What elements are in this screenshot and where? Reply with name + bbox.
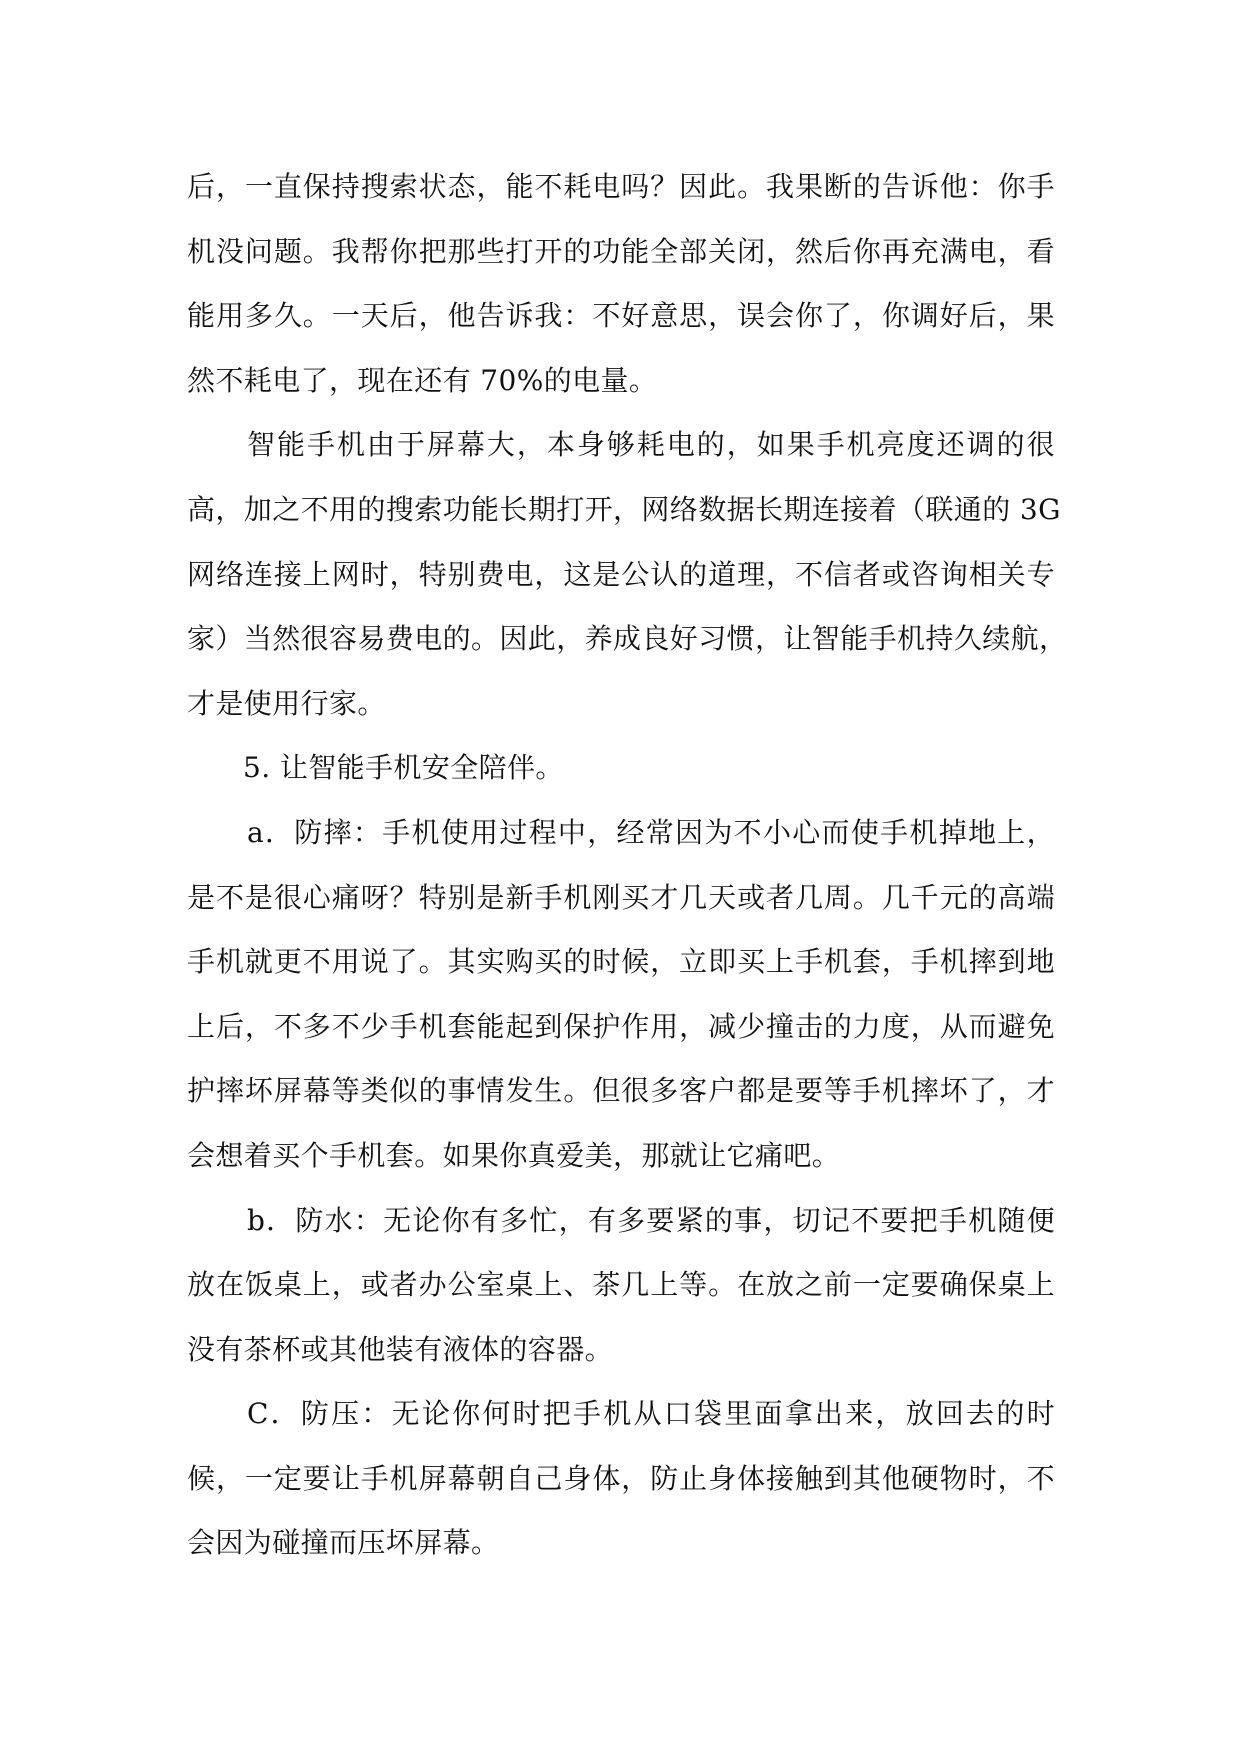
text-line: 放在饭桌上，或者办公室桌上、茶几上等。在放之前一定要确保桌上: [187, 1268, 1055, 1302]
text-line: 上后，不多不少手机套能起到保护作用，减少撞击的力度，从而避免: [187, 1009, 1055, 1043]
text-line: 高，加之不用的搜索功能长期打开，网络数据长期连接着（联通的 3G: [187, 492, 1061, 526]
section-heading-safety: [187, 736, 1055, 801]
text-line: 才是使用行家。: [187, 686, 386, 720]
text-line: 候，一定要让手机屏幕朝自己身体，防止身体接触到其他硬物时，不: [187, 1461, 1055, 1495]
text-line: 然不耗电了，现在还有 70%的电量。: [187, 363, 658, 397]
text-line: 后，一直保持搜索状态，能不耗电吗？因此。我果断的告诉他：你手: [187, 170, 1055, 203]
paragraph-water-protection: [187, 1189, 1055, 1383]
text-line: b．防水：无论你有多忙，有多要紧的事，切记不要把手机随便: [247, 1203, 1055, 1237]
text-line: 网络连接上网时，特别费电，这是公认的道理，不信者或咨询相关专: [187, 557, 1055, 591]
text-line: 没有茶杯或其他装有液体的容器。: [187, 1332, 614, 1366]
paragraph-drop-protection: [187, 801, 1055, 1189]
section-heading: 5. 让智能手机安全陪伴。: [243, 751, 564, 785]
text-line: 护摔坏屏幕等类似的事情发生。但很多客户都是要等手机摔坏了，才: [187, 1074, 1055, 1108]
paragraph-battery-story: [187, 155, 1055, 413]
document-body: [187, 155, 1068, 1576]
paragraph-pressure-protection: [187, 1382, 1055, 1576]
text-line: 家）当然很容易费电的。因此，养成良好习惯，让智能手机持久续航，: [187, 622, 1068, 656]
paragraph-smartphone-power: [187, 413, 1068, 736]
text-line: 智能手机由于屏幕大，本身够耗电的，如果手机亮度还调的很: [247, 428, 1055, 462]
text-line: 会因为碰撞而压坏屏幕。: [187, 1526, 500, 1560]
text-line: 会想着买个手机套。如果你真爱美，那就让它痛吧。: [187, 1138, 841, 1172]
text-line: a．防摔：手机使用过程中，经常因为不小心而使手机掉地上，: [247, 815, 1055, 849]
text-line: 机没问题。我帮你把那些打开的功能全部关闭，然后你再充满电，看: [187, 234, 1055, 268]
text-line: 手机就更不用说了。其实购买的时候，立即买上手机套，手机摔到地: [187, 945, 1055, 979]
text-line: C．防压：无论你何时把手机从口袋里面拿出来，放回去的时: [247, 1397, 1055, 1431]
text-line: 是不是很心痛呀？特别是新手机刚买才几天或者几周。几千元的高端: [187, 880, 1055, 914]
text-line: 能用多久。一天后，他告诉我：不好意思，误会你了，你调好后，果: [187, 299, 1055, 333]
